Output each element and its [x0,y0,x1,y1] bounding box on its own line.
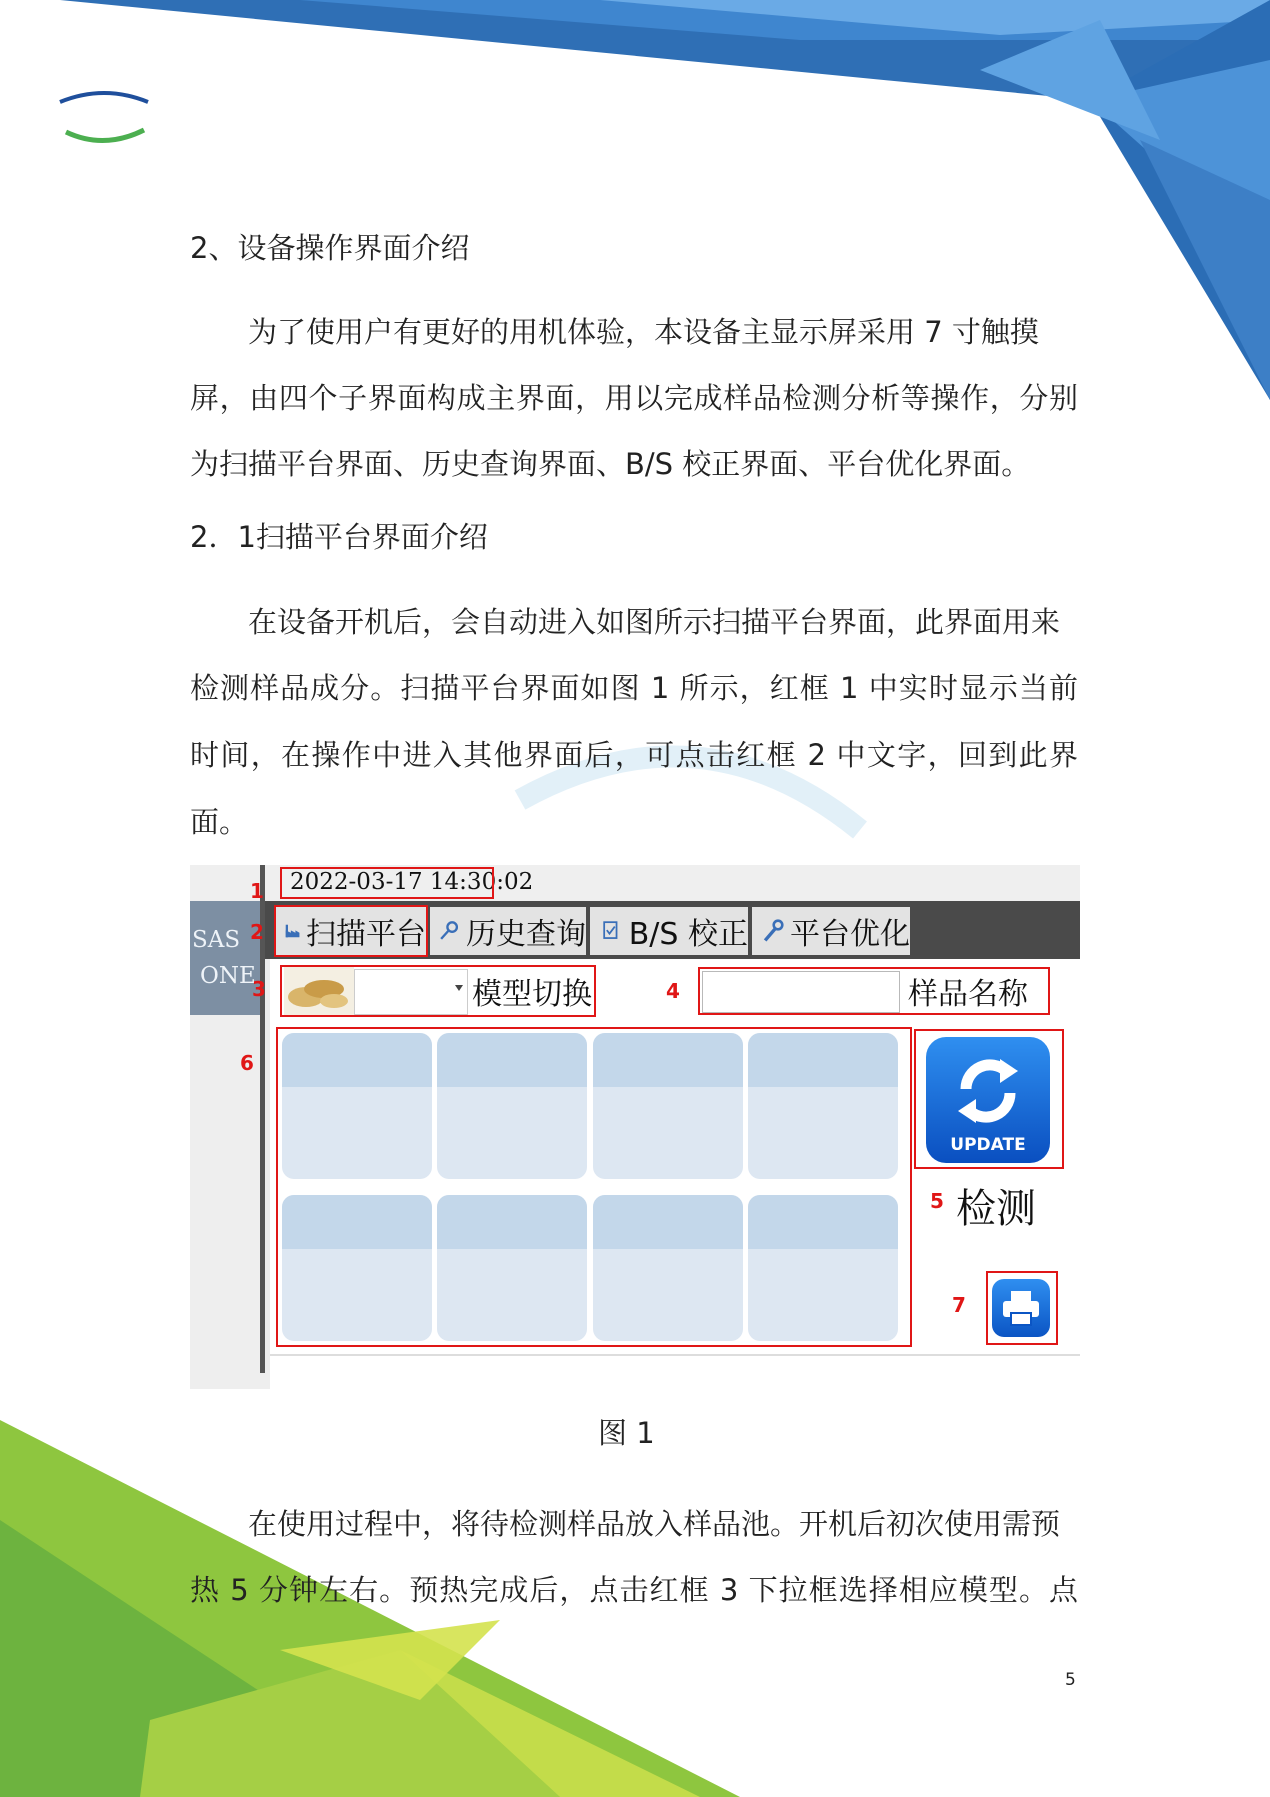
tab-label: 扫描平台 [306,917,426,952]
text-line: 热 5 分钟左右。预热完成后，点击红框 3 下拉框选择相应模型。点 [190,1573,1078,1607]
model-switch-label[interactable]: 模型切换 [472,977,592,1012]
side-text-top: SAS [192,927,241,953]
marker-7: 7 [952,1293,966,1317]
red-box-7 [986,1271,1058,1345]
side-panel [190,901,260,1015]
red-box-4 [698,967,1050,1015]
figure-caption: 图 1 [598,1416,655,1450]
text-line: 在设备开机后，会自动进入如图所示扫描平台界面，此界面用来 [248,605,1061,639]
text-line: 面。 [190,805,249,839]
subsection-heading: 2．1扫描平台界面介绍 [190,520,488,554]
marker-3: 3 [252,977,266,1001]
wrench-icon [760,916,784,946]
tab-history[interactable] [430,907,586,955]
red-box-5 [914,1029,1064,1169]
tab-label: B/S 校正 [628,917,748,952]
current-time: 2022-03-17 14:30:02 [290,869,534,895]
sample-name-label: 样品名称 [908,977,1028,1012]
bottom-rule [270,1354,1080,1356]
text-line: 时间，在操作中进入其他界面后，可点击红框 2 中文字，回到此界 [190,738,1078,772]
text-line: 屏，由四个子界面构成主界面，用以完成样品检测分析等操作，分别 [190,381,1078,415]
red-box-2 [274,905,428,957]
scan-platform-screenshot [190,865,1080,1389]
tab-bs-calibration[interactable] [590,907,748,955]
marker-6: 6 [240,1051,254,1075]
detect-label[interactable]: 检测 [956,1186,1036,1232]
section-heading: 2、设备操作界面介绍 [190,231,470,265]
page-number: 5 [1065,1670,1076,1690]
tab-label: 平台优化 [790,917,910,952]
marker-2: 2 [250,920,264,944]
magnifier-icon [438,916,460,946]
text-line: 在使用过程中，将待检测样品放入样品池。开机后初次使用需预 [248,1507,1061,1541]
update-label: UPDATE [950,1135,1026,1155]
tab-label: 历史查询 [466,917,586,952]
text-line: 为了使用户有更好的用机体验，本设备主显示屏采用 7 寸触摸 [248,315,1039,349]
marker-5: 5 [930,1189,944,1213]
red-box-6 [276,1027,912,1347]
clipboard-icon [598,916,623,946]
red-box-1 [280,867,494,899]
marker-4: 4 [666,979,680,1003]
side-text-bottom: ONE [200,963,256,989]
red-box-3 [280,965,596,1017]
text-line: 检测样品成分。扫描平台界面如图 1 所示，红框 1 中实时显示当前 [190,671,1078,705]
company-logo [44,90,162,152]
marker-1: 1 [250,879,264,903]
text-line: 为扫描平台界面、历史查询界面、B/S 校正界面、平台优化界面。 [190,447,1031,481]
tab-platform-optimization[interactable] [752,907,910,955]
